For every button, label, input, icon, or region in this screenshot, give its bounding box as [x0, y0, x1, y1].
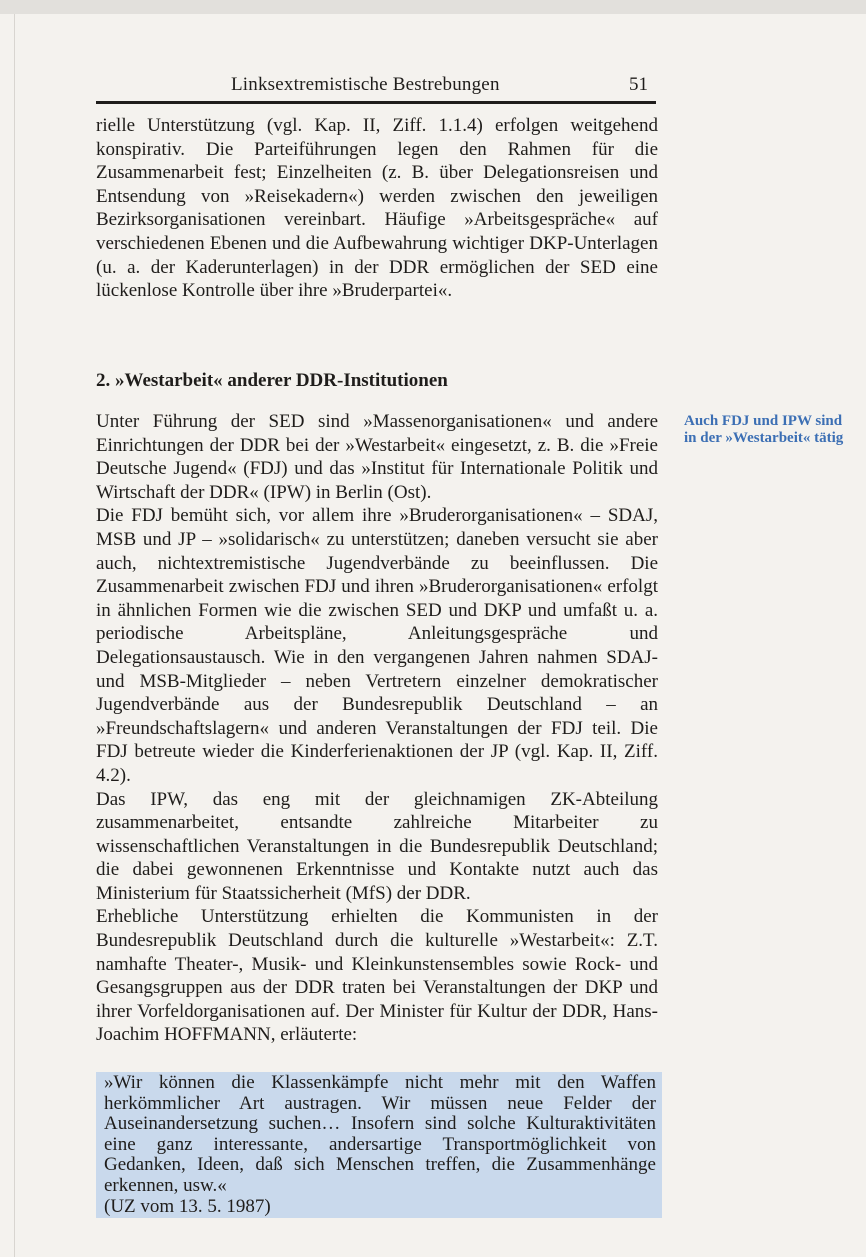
- quote-block: [104, 1073, 656, 1217]
- paragraph-massenorganisationen: Unter Führung der SED sind »Massenorganisationen« und andere Einrichtungen der DDR bei der »Westarbeit« eingesetzt, z. B. die »Freie Deutsche Jugend« (FDJ) und das »Institut für Internationale Politik und Wirtschaft der DDR« (IPW) in Berlin (Ost).: [96, 411, 658, 503]
- body-text: [96, 410, 658, 1047]
- quote-text: »Wir können die Klassenkämpfe nicht mehr mit den Waffen herkömmlicher Art austragen. Wir müssen neue Felder der Auseinandersetzung suchen… Insofern sind solche Kulturaktivitäten eine ganz interessante, andersartige Transportmöglichkeit von Gedanken, Ideen, daß sich Menschen treffen, die Zusammenhänge erkennen, usw.«: [104, 1072, 656, 1196]
- running-header: [96, 72, 656, 98]
- paragraph-konspirativ: rielle Unterstützung (vgl. Kap. II, Ziff. 1.1.4) erfolgen weitgehend konspirativ. Die Parteiführungen legen den Rahmen für die Zusammenarbeit fest; Einzelheiten (z. B. über Delegationsreisen und Entsendung von »Reisekadern«) werden zwischen den jeweiligen Bezirksorganisationen vereinbart. Häufige »Arbeitsgespräche« auf verschiedenen Ebenen und die Aufbewahrung wichtiger DKP-Unterlagen (u. a. der Kaderunterlagen) in der DDR ermöglichen der SED eine lückenlose Kontrolle über ihre »Bruderpartei«.: [96, 115, 658, 302]
- page-number: 51: [629, 74, 648, 95]
- paragraph-fdj: Die FDJ bemüht sich, vor allem ihre »Bruderorganisationen« – SDAJ, MSB und JP – »solidarisch« zu unterstützen; daneben versucht sie aber auch, nichtextremistische Jugendverbände zu beeinflussen. Die Zusammenarbeit zwischen FDJ und ihren »Bruderorganisationen« erfolgt in ähnlichen Formen wie die zwischen SED und DKP und umfaßt u. a. periodische Arbeitspläne, Anleitungsgespräche und Delegationsaustausch. Wie in den vergangenen Jahren nahmen SDAJ- und MSB-Mitglieder – neben Vertretern einzelner demokratischer Jugendverbände aus der Bundesrepublik Deutschland – an »Freundschaftslagern« und anderen Veranstaltungen der FDJ teil. Die FDJ betreute wieder die Kinderferienaktionen der JP (vgl. Kap. II, Ziff. 4.2).: [96, 505, 658, 786]
- margin-note: Auch FDJ und IPW sind in der »Westarbeit« tätig: [684, 413, 844, 446]
- running-header-title: Linksextremistische Bestrebungen: [231, 74, 500, 95]
- page-top-edge: [0, 0, 866, 14]
- page-spine-line: [14, 14, 15, 1257]
- section-heading: 2. »Westarbeit« anderer DDR-Institutionen: [96, 370, 448, 391]
- paragraph-ipw: Das IPW, das eng mit der gleichnamigen ZK-Abteilung zusammenarbeitet, entsandte zahlreiche Mitarbeiter zu wissenschaftlichen Veranstaltungen in die Bundesrepublik Deutschland; die dabei gewonnenen Erkenntnisse und Kontakte nutzt auch das Ministerium für Staatssicherheit (MfS) der DDR.: [96, 788, 658, 904]
- header-rule: [96, 101, 656, 104]
- quote-source: (UZ vom 13. 5. 1987): [104, 1195, 271, 1217]
- paragraph-kulturelle-westarbeit: Erhebliche Unterstützung erhielten die Kommunisten in der Bundesrepublik Deutschland durch die kulturelle »Westarbeit«: Z.T. namhafte Theater-, Musik- und Kleinkunstensembles sowie Rock- und Gesangsgruppen aus der DDR traten bei Veranstaltungen der DKP und ihrer Vorfeldorganisationen auf. Der Minister für Kultur der DDR, Hans-Joachim HOFFMANN, erläuterte:: [96, 906, 658, 1046]
